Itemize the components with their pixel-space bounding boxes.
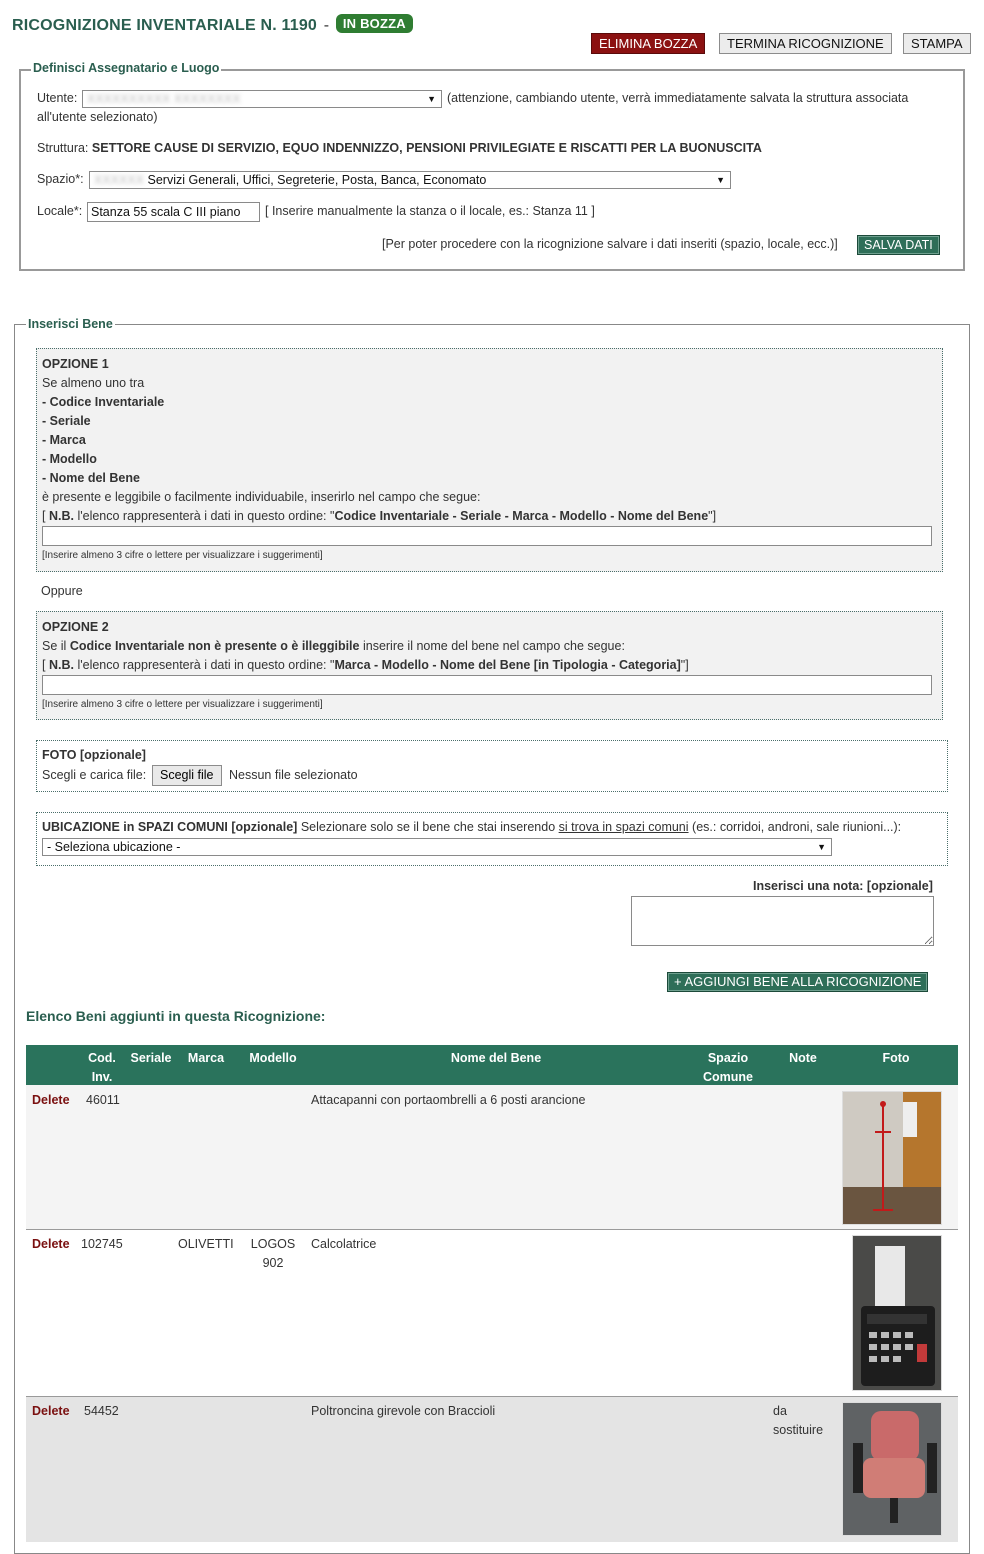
print-button[interactable]: STAMPA (903, 33, 971, 54)
col-modello: Modello (249, 1051, 297, 1065)
option2-instruction: Se il Codice Inventariale non è presente o è illeggibile inserire il nome del bene nel campo che segue: (42, 639, 625, 653)
location-select[interactable] (42, 838, 832, 856)
cell-nome: Calcolatrice (311, 1237, 377, 1251)
title-separator: - (323, 17, 330, 34)
cell-marca: OLIVETTI (178, 1237, 234, 1251)
option2-title: OPZIONE 2 (42, 620, 109, 634)
table-row (26, 1230, 958, 1397)
option1-item-seriale: - Seriale (42, 414, 91, 428)
add-item-button[interactable]: + AGGIUNGI BENE ALLA RICOGNIZIONE (667, 972, 928, 992)
delete-draft-button[interactable]: ELIMINA BOZZA (591, 33, 705, 54)
col-seriale: Seriale (130, 1051, 172, 1065)
utente-note-1: (attenzione, cambiando utente, verrà immediatamente salvata la struttura associata (447, 91, 909, 105)
cell-cod: 102745 (81, 1237, 123, 1251)
option1-item-marca: - Marca (42, 433, 86, 447)
items-list-title: Elenco Beni aggiunti in questa Ricognizione: (26, 1008, 326, 1024)
struttura-row (37, 141, 762, 155)
option1-item-nome: - Nome del Bene (42, 471, 140, 485)
chevron-down-icon: ▼ (817, 842, 826, 852)
photo-title: FOTO [opzionale] (42, 748, 146, 762)
locale-input[interactable] (87, 202, 260, 222)
calculator-photo (852, 1235, 942, 1391)
option1-hint: [Inserire almeno 3 cifre o lettere per visualizzare i suggerimenti] (42, 550, 323, 561)
spazio-select[interactable] (89, 171, 731, 189)
photo-label: Scegli e carica file: (42, 768, 147, 782)
assignee-location-legend: Definisci Assegnatario e Luogo (33, 61, 220, 75)
col-cod: Cod. Inv. (88, 1051, 116, 1084)
status-badge: IN BOZZA (336, 14, 413, 33)
locale-hint: [ Inserire manualmente la stanza o il locale, es.: Stanza 11 ] (265, 204, 595, 218)
locale-label: Locale*: (37, 204, 83, 218)
option1-text (42, 355, 716, 526)
location-select-value: - Seleziona ubicazione - (47, 840, 181, 854)
table-row (26, 1397, 958, 1542)
option1-instruction: è presente e leggibile o facilmente individuabile, inserirlo nel campo che segue: (42, 490, 481, 504)
oppure-label: Oppure (41, 584, 83, 598)
spazio-value: Servizi Generali, Uffici, Segreterie, Posta, Banca, Economato (147, 173, 487, 187)
spazio-code: XXXXXX (94, 173, 145, 187)
chevron-down-icon: ▼ (427, 94, 436, 104)
note-textarea[interactable] (631, 896, 934, 946)
struttura-label: Struttura: (37, 141, 89, 155)
col-foto: Foto (882, 1051, 910, 1065)
table-header (26, 1045, 958, 1085)
cell-note: da sostituire (773, 1404, 824, 1437)
cell-cod: 46011 (86, 1093, 120, 1107)
cell-cod: 54452 (84, 1404, 119, 1418)
utente-value: XXXXXXXXXX XXXXXXXX (87, 92, 241, 106)
spazio-label: Spazio*: (37, 172, 84, 186)
option2-text (42, 618, 689, 675)
utente-label: Utente: (37, 91, 78, 105)
cell-nome: Attacapanni con portaombrelli a 6 posti arancione (311, 1093, 586, 1107)
title-text: RICOGNIZIONE INVENTARIALE N. 1190 (12, 17, 318, 34)
delete-link[interactable]: Delete (32, 1237, 70, 1251)
option1-intro: Se almeno uno tra (42, 376, 145, 390)
finish-recognition-button[interactable]: TERMINA RICOGNIZIONE (719, 33, 892, 54)
page-title (12, 14, 413, 35)
chevron-down-icon: ▼ (716, 175, 725, 185)
table-row (26, 1085, 958, 1230)
save-hint: [Per poter procedere con la ricognizione salvare i dati inseriti (spazio, locale, ecc.)] (382, 237, 838, 251)
utente-select[interactable] (82, 90, 442, 108)
col-note: Note (789, 1051, 817, 1065)
choose-file-button[interactable]: Scegli file (152, 765, 222, 786)
insert-item-legend: Inserisci Bene (28, 317, 113, 331)
option1-search-input[interactable] (42, 526, 932, 546)
option2-hint: [Inserire almeno 3 cifre o lettere per visualizzare i suggerimenti] (42, 699, 323, 710)
struttura-value: SETTORE CAUSE DI SERVIZIO, EQUO INDENNIZZO, PENSIONI PRIVILEGIATE E RISCATTI PER LA BUONUSCITA (91, 141, 762, 155)
save-data-button[interactable]: SALVA DATI (857, 235, 940, 255)
option1-item-codice: - Codice Inventariale (42, 395, 165, 409)
col-marca: Marca (187, 1051, 225, 1065)
cell-nome: Poltroncina girevole con Braccioli (311, 1404, 496, 1418)
delete-link[interactable]: Delete (32, 1404, 70, 1418)
option2-nb: [ N.B. l'elenco rappresenterà i dati in questo ordine: "Marca - Modello - Nome del Bene [in Tipologia - Categoria]"] (42, 658, 689, 672)
option1-title: OPZIONE 1 (42, 357, 109, 371)
col-spazio: Spazio Comune (703, 1051, 753, 1084)
file-status: Nessun file selezionato (229, 768, 358, 782)
option2-search-input[interactable] (42, 675, 932, 695)
option1-item-modello: - Modello (42, 452, 97, 466)
cell-modello: LOGOS 902 (250, 1237, 296, 1270)
location-text: UBICAZIONE in SPAZI COMUNI [opzionale] Selezionare solo se il bene che stai inserendo si trova in spazi comuni (es.: corridoi, androni, sale riunioni...): (42, 820, 902, 834)
col-nome: Nome del Bene (450, 1051, 542, 1065)
delete-link[interactable]: Delete (32, 1093, 70, 1107)
coat-rack-photo (842, 1091, 942, 1225)
note-label: Inserisci una nota: [opzionale] (753, 879, 933, 893)
utente-note-2: all'utente selezionato) (37, 110, 158, 124)
option1-nb: [ N.B. l'elenco rappresenterà i dati in questo ordine: "Codice Inventariale - Seriale - Marca - Modello - Nome del Bene"] (42, 509, 717, 523)
chair-photo (842, 1402, 942, 1536)
